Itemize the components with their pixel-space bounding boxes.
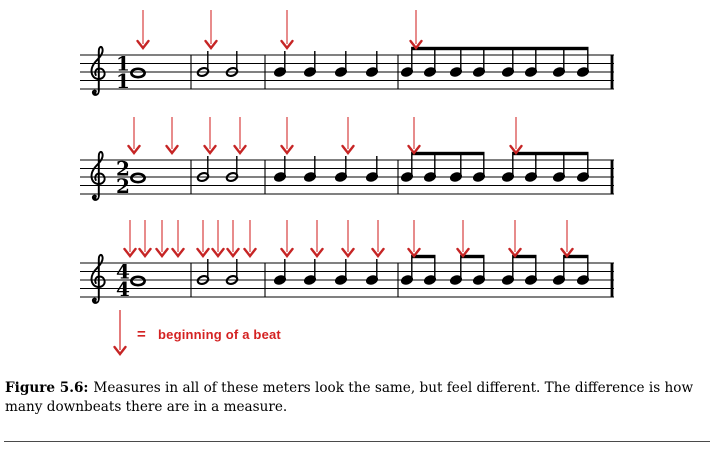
treble-clef-icon [92,152,105,200]
treble-clef-icon [92,47,105,95]
whole-note [131,69,144,77]
time-signature-numerator: 2 [116,156,130,181]
legend-equals-sign: = [137,326,146,343]
staves [80,10,614,303]
downbeat-arrow-icon [562,220,573,256]
downbeat-arrow-icon [138,10,149,48]
eighth-beam [411,152,484,155]
legend-down-arrow-icon [115,310,126,354]
downbeat-arrow-icon [125,220,136,256]
time-signature-denominator: 1 [116,69,130,93]
downbeat-arrow-icon [282,117,293,153]
staff-4-4 [80,220,614,303]
downbeat-arrow-icon [282,10,293,48]
downbeat-arrow-icon [312,220,323,256]
whole-note [131,277,144,285]
downbeat-arrow-icon [198,220,209,256]
figure-caption [5,379,708,418]
downbeat-arrow-icon [140,220,151,256]
downbeat-arrow-icon [167,117,178,153]
downbeat-arrow-icon [409,220,420,256]
whole-note [131,174,144,182]
downbeat-arrow-icon [129,117,140,153]
downbeat-arrow-icon [510,220,521,256]
figure-caption-text: Measures in all of these meters look the same, but feel different. The difference is how many downbeats there are in a measure. [5,380,694,416]
staff-1-1 [80,10,614,95]
time-signature-numerator: 1 [116,51,130,76]
downbeat-arrow-icon [213,220,224,256]
downbeat-arrow-icon [282,220,293,256]
downbeat-arrow-icon [235,117,246,153]
downbeat-arrow-icon [409,117,420,153]
downbeat-arrow-icon [228,220,239,256]
time-signature-denominator: 2 [116,174,130,198]
eighth-beam [512,152,588,155]
time-signature-numerator: 4 [116,259,130,284]
time-signature-denominator: 4 [116,277,130,301]
downbeat-arrow-icon [157,220,168,256]
treble-clef-icon [92,255,105,303]
downbeat-arrow-icon [206,10,217,48]
downbeat-arrow-icon [115,310,126,354]
downbeat-arrow-icon [205,117,216,153]
eighth-beam [411,47,588,50]
downbeat-arrow-icon [245,220,256,256]
downbeat-arrow-icon [511,117,522,153]
staff-2-2 [80,117,614,200]
downbeat-arrow-icon [411,10,422,48]
figure-caption-label: Figure 5.6: [5,380,89,396]
legend [115,310,282,354]
downbeat-arrow-icon [373,220,384,256]
downbeat-arrow-icon [458,220,469,256]
downbeat-arrow-icon [173,220,184,256]
legend-label: beginning of a beat [158,327,281,342]
page-divider-rule [4,441,710,442]
downbeat-arrow-icon [343,220,354,256]
downbeat-arrow-icon [343,117,354,153]
